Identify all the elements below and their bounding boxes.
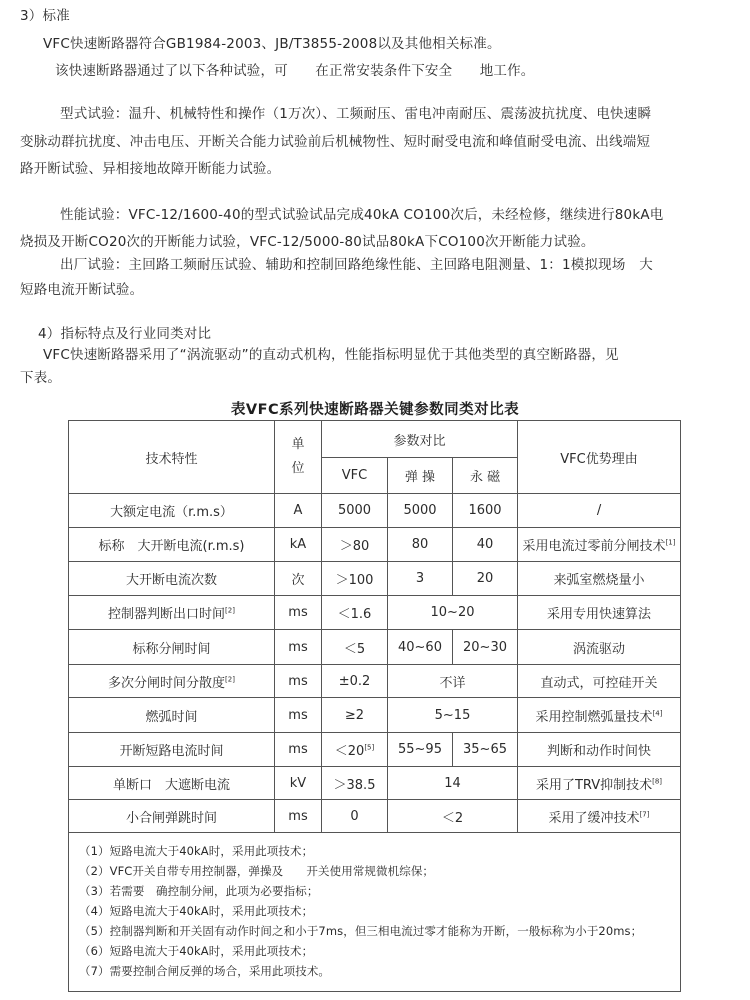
cell-vfc: [322, 665, 388, 698]
cell-permanent-magnet: [453, 528, 518, 562]
factory-test-line-2: 短路电流开断试验。: [20, 282, 144, 298]
cell-tech-spec: [69, 698, 275, 733]
cell-vfc-text: ＞80: [339, 539, 370, 554]
cell-unit: [275, 665, 322, 698]
cell-vfc: [322, 767, 388, 800]
cell-unit: [275, 733, 322, 767]
cell-unit-text: 次: [291, 573, 305, 588]
cell-vfc: [322, 596, 388, 630]
cell-vfc-advantage-text: 直动式，可控硅开关: [540, 675, 658, 691]
cell-vfc: [322, 630, 388, 665]
notes-row: [69, 833, 681, 992]
cell-vfc: [322, 562, 388, 596]
cell-unit: [275, 767, 322, 800]
cell-permanent-magnet-text: 20: [476, 571, 494, 586]
cell-spring-magnet-merged: [388, 767, 518, 800]
cell-spring-operated: [388, 528, 453, 562]
standard-line-1: VFC快速断路器符合GB1984-2003、JB/T3855-2008以及其他相关标准。: [43, 36, 501, 52]
cell-spring-magnet-merged-text: 10~20: [430, 605, 475, 620]
comparison-intro-line-2: 下表。: [20, 370, 62, 386]
cell-vfc-text: ≥2: [344, 707, 365, 723]
cell-spring-operated: [388, 733, 453, 767]
header-unit-line-2: 位: [291, 461, 305, 476]
cell-vfc: [322, 800, 388, 833]
cell-spring-magnet-merged: [388, 698, 518, 733]
cell-unit-text: ms: [288, 639, 308, 655]
cell-spring-operated-text: 80: [411, 537, 429, 552]
cell-unit-text: kA: [289, 537, 307, 552]
cell-unit-text: ms: [288, 707, 308, 723]
cell-spring-operated-text: 55~95: [398, 742, 442, 757]
cell-vfc: [322, 494, 388, 528]
cell-unit-text: kV: [289, 775, 307, 791]
table-notes: [69, 833, 681, 992]
cell-vfc-advantage-text: 判断和动作时间快: [547, 744, 652, 759]
footnote-marker: [1]: [665, 538, 676, 547]
type-test-line-2: 变脉动群抗扰度、冲击电压、开断关合能力试验前后机械物性、短时耐受电流和峰值耐受电流、出线端短: [20, 134, 651, 150]
cell-vfc: [322, 528, 388, 562]
table-row: [69, 767, 681, 800]
header-unit-line-1: 单: [291, 437, 305, 452]
cell-spring-magnet-merged-text: ＜2: [441, 810, 464, 826]
cell-tech-spec-text: 标称分闸时间: [132, 641, 211, 657]
cell-spring-magnet-merged-text: 不详: [439, 675, 466, 691]
cell-unit: [275, 630, 322, 665]
table-header-row: [69, 421, 681, 458]
comparison-table: [68, 420, 681, 992]
cell-tech-spec: [69, 733, 275, 767]
footnote-line: （2）VFC开关自带专用控制器，弹操及 开关使用常规微机综保；: [79, 864, 435, 878]
footnote-line: （7）需要控制合闸反弹的场合，采用此项技术。: [79, 964, 331, 978]
table-row: [69, 528, 681, 562]
cell-tech-spec-text: 控制器判断出口时间: [108, 607, 226, 622]
section-3-heading: 3）标准: [20, 8, 70, 24]
cell-spring-operated: [388, 630, 453, 665]
cell-tech-spec-text: 燃弧时间: [145, 709, 198, 725]
standard-line-2: 该快速断路器通过了以下各种试验，可 在正常安装条件下安全 地工作。: [55, 63, 535, 79]
cell-tech-spec: [69, 800, 275, 833]
cell-vfc: [322, 733, 388, 767]
table-row: [69, 562, 681, 596]
footnote-marker: [5]: [364, 743, 375, 752]
cell-spring-operated-text: 3: [415, 571, 425, 586]
cell-permanent-magnet-text: 20~30: [463, 639, 507, 655]
cell-unit: [275, 800, 322, 833]
cell-vfc-advantage-text: 采用了TRV抑制技术: [535, 777, 653, 793]
cell-vfc-advantage: [518, 698, 681, 733]
cell-spring-magnet-merged-text: 14: [444, 775, 461, 791]
cell-permanent-magnet-text: 35~65: [463, 742, 507, 757]
footnote-marker: [8]: [652, 777, 663, 786]
header-permanent-magnet: 永 磁: [453, 458, 518, 494]
cell-vfc-advantage-text: 采用专用快速算法: [547, 607, 652, 622]
cell-tech-spec: [69, 665, 275, 698]
cell-vfc-advantage: [518, 494, 681, 528]
cell-vfc-advantage: [518, 596, 681, 630]
cell-permanent-magnet-text: 40: [476, 537, 494, 552]
cell-spring-operated: [388, 562, 453, 596]
footnote-marker: [2]: [225, 675, 235, 684]
footnote-marker: [2]: [225, 606, 235, 615]
performance-test-line-2: 烧损及开断CO20次的开断能力试验，VFC-12/5000-80试品80kA下CO100次开断能力试验。: [20, 234, 595, 250]
cell-unit: [275, 494, 322, 528]
cell-unit: [275, 596, 322, 630]
footnote-line: （3）若需要 确控制分闸，此项为必要指标；: [79, 884, 319, 898]
cell-vfc-advantage-text: 采用控制燃弧量技术: [535, 709, 653, 725]
cell-vfc-text: ＜1.6: [337, 607, 372, 622]
cell-vfc-text: ＞100: [335, 573, 374, 588]
table-row: [69, 630, 681, 665]
cell-tech-spec: [69, 596, 275, 630]
footnote-marker: [4]: [652, 709, 663, 718]
cell-permanent-magnet: [453, 494, 518, 528]
cell-tech-spec: [69, 630, 275, 665]
table-row: [69, 733, 681, 767]
cell-tech-spec: [69, 767, 275, 800]
cell-unit-text: ms: [288, 605, 308, 620]
cell-vfc-advantage-text: /: [596, 503, 602, 518]
header-tech-spec: 技术特性: [69, 421, 275, 494]
table-row: [69, 800, 681, 833]
cell-tech-spec: [69, 528, 275, 562]
footnote-line: （5）控制器判断和开关固有动作时间之和小于7ms，但三相电流过零才能称为开断，一般标称为小于20ms；: [79, 924, 643, 938]
cell-tech-spec-text: 单断口 大遮断电流: [112, 777, 230, 793]
header-unit: [275, 421, 322, 494]
cell-vfc-advantage-text: 采用了缓冲技术: [548, 810, 640, 826]
footnote-marker: [7]: [639, 810, 650, 819]
factory-test-line-1: 出厂试验：主回路工频耐压试验、辅助和控制回路绝缘性能、主回路电阻测量、1：1模拟现场 大: [60, 257, 653, 273]
cell-tech-spec-text: 多次分闸时间分散度: [108, 675, 226, 691]
cell-unit: [275, 562, 322, 596]
cell-vfc-text: 5000: [337, 503, 372, 518]
cell-spring-magnet-merged: [388, 800, 518, 833]
cell-vfc-advantage: [518, 800, 681, 833]
table-row: [69, 665, 681, 698]
cell-unit-text: ms: [288, 808, 308, 824]
type-test-line-1: 型式试验：温升、机械特性和操作（1万次）、工频耐压、雷电冲南耐压、震荡波抗扰度、电快速瞬: [60, 106, 652, 122]
cell-spring-operated-text: 5000: [403, 503, 437, 518]
performance-test-line-1: 性能试验：VFC-12/1600-40的型式试验试品完成40kA CO100次后，未经检修，继续进行80kA电: [60, 207, 664, 223]
header-spring-operated: 弹 操: [388, 458, 453, 494]
cell-spring-magnet-merged-text: 5~15: [434, 707, 471, 723]
cell-spring-operated: [388, 494, 453, 528]
cell-permanent-magnet: [453, 562, 518, 596]
cell-vfc-text: ±0.2: [338, 673, 371, 689]
cell-vfc-advantage: [518, 630, 681, 665]
cell-vfc-advantage-text: 涡流驱动: [573, 641, 626, 657]
cell-vfc-advantage: [518, 733, 681, 767]
cell-tech-spec: [69, 562, 275, 596]
cell-spring-operated-text: 40~60: [398, 639, 442, 655]
header-param-compare: 参数对比: [322, 421, 518, 458]
cell-permanent-magnet: [453, 630, 518, 665]
cell-tech-spec-text: 小合闸弹跳时间: [125, 810, 217, 826]
header-vfc: VFC: [322, 458, 388, 494]
footnote-line: （4）短路电流大于40kA时，采用此项技术；: [79, 904, 314, 918]
cell-tech-spec-text: 开断短路电流时间: [119, 744, 224, 759]
cell-vfc-text: 0: [350, 808, 359, 824]
cell-permanent-magnet-text: 1600: [468, 503, 502, 518]
comparison-intro-line-1: VFC快速断路器采用了“涡流驱动”的直动式机构，性能指标明显优于其他类型的真空断路器，见: [43, 347, 619, 363]
cell-vfc-advantage-text: 来弧室燃烧量小: [553, 573, 645, 588]
cell-vfc-advantage: [518, 665, 681, 698]
cell-vfc-text: ＜5: [343, 641, 366, 657]
cell-vfc-advantage: [518, 767, 681, 800]
table-row: [69, 698, 681, 733]
cell-vfc: [322, 698, 388, 733]
cell-vfc-advantage: [518, 528, 681, 562]
cell-tech-spec-text: 大额定电流（r.m.s）: [110, 505, 233, 520]
cell-unit: [275, 698, 322, 733]
table-caption: 表VFC系列快速断路器关键参数同类对比表: [230, 402, 520, 418]
cell-tech-spec: [69, 494, 275, 528]
cell-vfc-advantage: [518, 562, 681, 596]
footnote-line: （1）短路电流大于40kA时，采用此项技术；: [79, 844, 314, 858]
cell-tech-spec-text: 大开断电流次数: [125, 573, 217, 588]
cell-spring-magnet-merged: [388, 665, 518, 698]
cell-unit-text: ms: [288, 742, 308, 757]
type-test-line-3: 路开断试验、异相接地故障开断能力试验。: [20, 161, 281, 177]
cell-unit-text: ms: [288, 673, 308, 689]
cell-unit-text: A: [293, 503, 303, 518]
cell-vfc-text: ＜20: [334, 744, 365, 759]
cell-vfc-text: ＞38.5: [333, 777, 376, 793]
cell-unit: [275, 528, 322, 562]
table-row: [69, 596, 681, 630]
cell-permanent-magnet: [453, 733, 518, 767]
cell-vfc-advantage-text: 采用电流过零前分闸技术: [522, 539, 666, 554]
table-row: [69, 494, 681, 528]
cell-spring-magnet-merged: [388, 596, 518, 630]
section-4-heading: 4）指标特点及行业同类对比: [38, 326, 212, 342]
header-vfc-advantage: VFC优势理由: [518, 421, 681, 494]
cell-tech-spec-text: 标称 大开断电流(r.m.s): [98, 539, 245, 554]
footnote-line: （6）短路电流大于40kA时，采用此项技术；: [79, 944, 314, 958]
